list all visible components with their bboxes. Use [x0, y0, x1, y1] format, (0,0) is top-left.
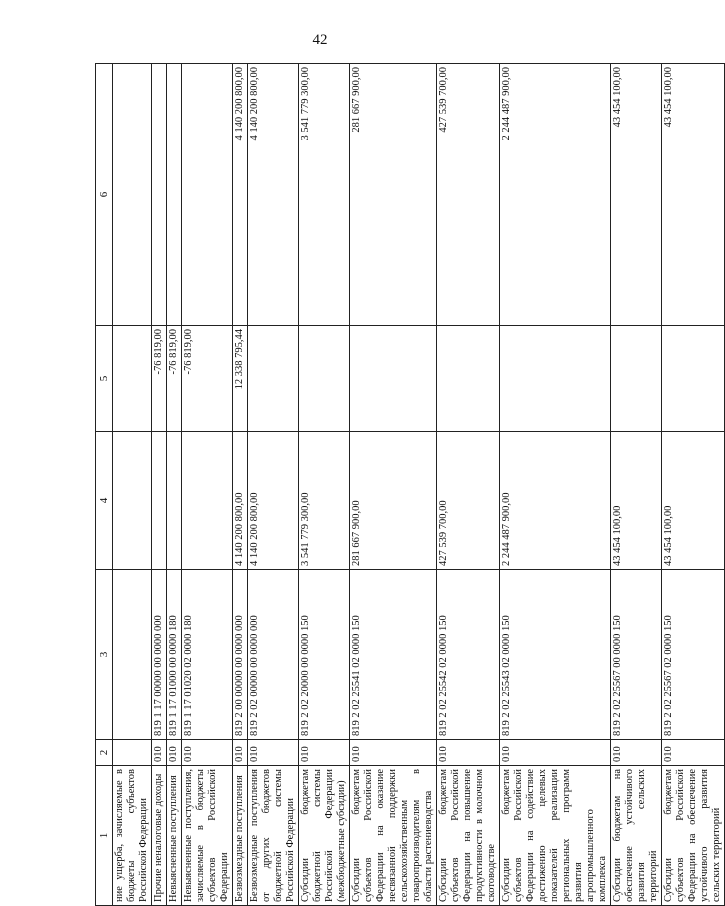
row-forecast-amount-cell: 4 140 200 800,00 — [233, 64, 248, 326]
row-executed-amount-cell: -76 819,00 — [152, 326, 167, 432]
row-forecast-amount-cell — [152, 64, 167, 326]
table-header-row — [96, 64, 113, 906]
row-forecast-amount-cell: 43 454 100,00 — [662, 64, 725, 326]
row-forecast-amount-cell: 3 541 779 300,00 — [299, 64, 350, 326]
row-plan-amount-cell: 281 667 900,00 — [350, 432, 437, 570]
table-row — [611, 64, 662, 906]
row-admin-code-cell: 010 — [611, 740, 662, 766]
row-plan-amount-cell: 4 140 200 800,00 — [248, 432, 299, 570]
row-plan-amount-cell — [167, 432, 182, 570]
row-executed-amount-cell — [500, 326, 611, 432]
row-admin-code-cell: 010 — [248, 740, 299, 766]
table-row — [662, 64, 725, 906]
row-budget-code-cell: 819 2 02 25567 00 0000 150 — [611, 570, 662, 740]
row-executed-amount-cell — [350, 326, 437, 432]
table-row — [113, 64, 152, 906]
row-budget-code-cell: 819 1 17 01020 02 0000 180 — [182, 570, 233, 740]
row-admin-code-cell: 010 — [299, 740, 350, 766]
row-plan-amount-cell: 43 454 100,00 — [611, 432, 662, 570]
row-admin-code-cell: 010 — [350, 740, 437, 766]
table-row — [299, 64, 350, 906]
row-admin-code-cell: 010 — [182, 740, 233, 766]
row-budget-code-cell: 819 2 02 25543 02 0000 150 — [500, 570, 611, 740]
row-plan-amount-cell: 3 541 779 300,00 — [299, 432, 350, 570]
row-admin-code-cell — [113, 740, 152, 766]
row-name-cell: ние ущерба, зачисляемые в бюджеты субъектов Российской Федерации — [113, 766, 152, 906]
header-cell: 2 — [96, 740, 113, 766]
row-plan-amount-cell: 427 539 700,00 — [437, 432, 500, 570]
row-forecast-amount-cell: 2 244 487 900,00 — [500, 64, 611, 326]
table-row — [248, 64, 299, 906]
row-executed-amount-cell: -76 819,00 — [167, 326, 182, 432]
page-number: 42 — [312, 32, 328, 48]
row-budget-code-cell: 819 1 17 01000 00 0000 180 — [167, 570, 182, 740]
row-admin-code-cell: 010 — [500, 740, 611, 766]
header-cell: 6 — [96, 64, 113, 326]
row-name-cell: Безвозмездные поступления — [233, 766, 248, 906]
row-admin-code-cell: 010 — [437, 740, 500, 766]
row-name-cell: Невыясненные поступления, зачисляемые в бюджеты субъектов Российской Федерации — [182, 766, 233, 906]
row-name-cell: Субсидии бюджетам на обеспечение устойчивого развития сельских территорий — [611, 766, 662, 906]
table-row — [437, 64, 500, 906]
table-row — [167, 64, 182, 906]
row-executed-amount-cell — [299, 326, 350, 432]
row-admin-code-cell: 010 — [152, 740, 167, 766]
row-executed-amount-cell — [113, 326, 152, 432]
rotated-table-container — [95, 64, 722, 906]
row-plan-amount-cell: 2 244 487 900,00 — [500, 432, 611, 570]
table-row — [152, 64, 167, 906]
table-row — [233, 64, 248, 906]
row-forecast-amount-cell — [182, 64, 233, 326]
row-budget-code-cell: 819 2 02 25541 02 0000 150 — [350, 570, 437, 740]
row-executed-amount-cell: 12 338 795,44 — [233, 326, 248, 432]
header-cell: 5 — [96, 326, 113, 432]
row-budget-code-cell: 819 2 00 00000 00 0000 000 — [233, 570, 248, 740]
row-name-cell: Субсидии бюджетам субъектов Российской Федерации на содействие достижению целевых показателей реализации региональных программ развития агропромышленного комплекса — [500, 766, 611, 906]
table-region — [95, 64, 722, 906]
row-budget-code-cell: 819 2 02 25567 02 0000 150 — [662, 570, 725, 740]
row-budget-code-cell: 819 2 02 20000 00 0000 150 — [299, 570, 350, 740]
header-cell: 4 — [96, 432, 113, 570]
row-forecast-amount-cell: 427 539 700,00 — [437, 64, 500, 326]
row-forecast-amount-cell: 281 667 900,00 — [350, 64, 437, 326]
row-name-cell: Субсидии бюджетам бюджетной системы Российской Федерации (межбюджетные субсидии) — [299, 766, 350, 906]
row-forecast-amount-cell: 43 454 100,00 — [611, 64, 662, 326]
row-admin-code-cell: 010 — [662, 740, 725, 766]
row-executed-amount-cell: -76 819,00 — [182, 326, 233, 432]
row-forecast-amount-cell — [167, 64, 182, 326]
row-budget-code-cell: 819 2 02 25542 02 0000 150 — [437, 570, 500, 740]
row-budget-code-cell — [113, 570, 152, 740]
row-budget-code-cell: 819 2 02 00000 00 0000 000 — [248, 570, 299, 740]
row-admin-code-cell: 010 — [233, 740, 248, 766]
row-executed-amount-cell — [662, 326, 725, 432]
row-budget-code-cell: 819 1 17 00000 00 0000 000 — [152, 570, 167, 740]
row-executed-amount-cell — [611, 326, 662, 432]
table-row — [500, 64, 611, 906]
row-name-cell: Прочие неналоговые доходы — [152, 766, 167, 906]
row-forecast-amount-cell: 4 140 200 800,00 — [248, 64, 299, 326]
header-cell: 3 — [96, 570, 113, 740]
row-admin-code-cell: 010 — [167, 740, 182, 766]
row-executed-amount-cell — [437, 326, 500, 432]
header-cell: 1 — [96, 766, 113, 906]
row-plan-amount-cell — [113, 432, 152, 570]
row-plan-amount-cell: 43 454 100,00 — [662, 432, 725, 570]
row-plan-amount-cell — [182, 432, 233, 570]
table-row — [350, 64, 437, 906]
row-name-cell: Невыясненные поступления — [167, 766, 182, 906]
row-forecast-amount-cell — [113, 64, 152, 326]
budget-revenue-table — [95, 63, 725, 906]
row-executed-amount-cell — [248, 326, 299, 432]
table-row — [182, 64, 233, 906]
row-name-cell: Субсидии бюджетам субъектов Российской Федерации на обеспечение устойчивого развития сельских территорий — [662, 766, 725, 906]
row-name-cell: Субсидии бюджетам субъектов Российской Федерации на оказание несвязанной поддержки сельскохозяйственным товаропроизводителям в области растениеводства — [350, 766, 437, 906]
row-plan-amount-cell: 4 140 200 800,00 — [233, 432, 248, 570]
row-plan-amount-cell — [152, 432, 167, 570]
row-name-cell: Безвозмездные поступления от других бюджетов бюджетной системы Российской Федерации — [248, 766, 299, 906]
row-name-cell: Субсидии бюджетам субъектов Российской Федерации на повышение продуктивности в молочном скотоводстве — [437, 766, 500, 906]
